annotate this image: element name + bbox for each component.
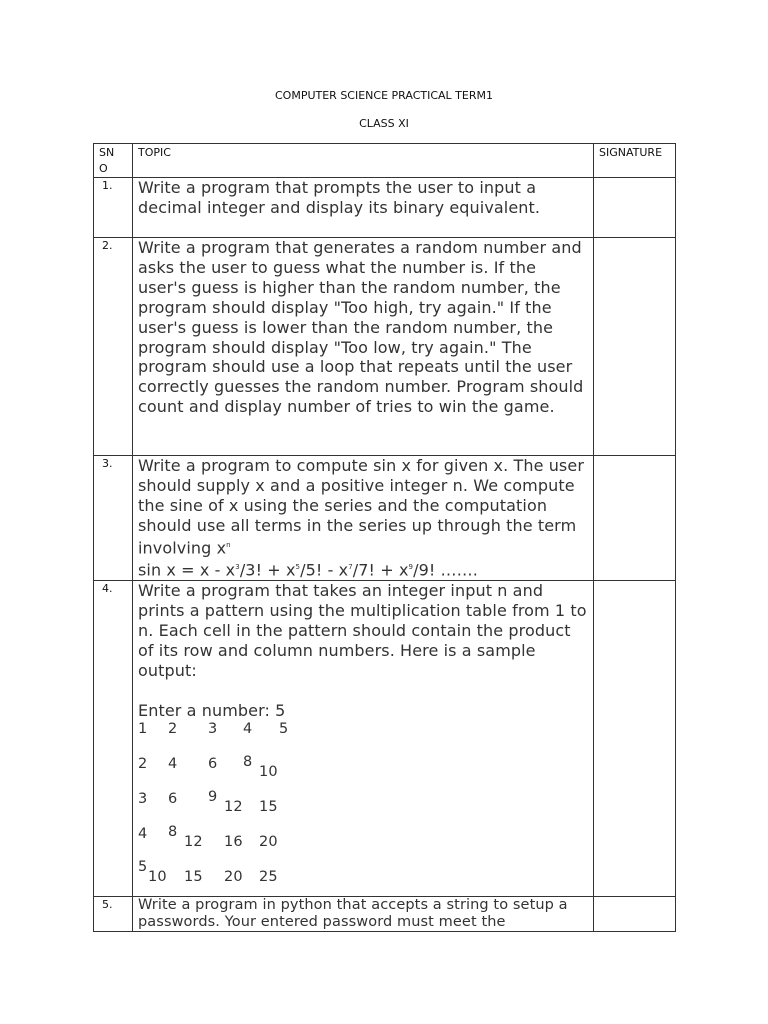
row-topic — [133, 581, 594, 896]
pattern-cell: 8 — [243, 753, 253, 770]
pattern-cell: 15 — [184, 868, 203, 885]
pattern-cell: 8 — [168, 823, 178, 840]
pattern-row — [138, 721, 587, 756]
pattern-row — [138, 858, 587, 896]
table-row — [94, 456, 676, 581]
pattern-cell: 4 — [168, 755, 178, 772]
pattern-cell: 5 — [138, 858, 148, 875]
formula-exponent: 9 — [408, 562, 414, 571]
row-topic — [133, 896, 594, 931]
sample-output-pattern — [138, 721, 587, 896]
pattern-cell: 3 — [208, 720, 218, 737]
signature-cell — [594, 238, 676, 456]
pattern-cell: 20 — [224, 868, 243, 885]
sample-prompt: Enter a number: 5 — [138, 700, 286, 720]
table-row — [94, 581, 676, 896]
formula-part: sin x = x - x — [138, 560, 236, 580]
table-row — [94, 178, 676, 238]
row-topic: Write a program that generates a random number and asks the user to guess what the number is. If the user's guess is higher than the random number, the program should display "Too high, try again." If the user's guess is lower than the random number, the program should display "Too low, try again." The program should use a loop that repeats until the user correctly guesses the random number. Program should count and display number of tries to win the game. — [133, 238, 594, 456]
formula-part: /5! - x — [300, 560, 349, 580]
pattern-cell: 5 — [279, 720, 289, 737]
row-sno: 5. — [94, 896, 133, 931]
row-sno: 3. — [94, 456, 133, 581]
pattern-cell: 2 — [138, 755, 148, 772]
pattern-row — [138, 823, 587, 861]
row-sno: 1. — [94, 178, 133, 238]
sine-series-formula — [138, 558, 587, 580]
pattern-cell: 6 — [168, 790, 178, 807]
pattern-row — [138, 753, 587, 791]
row-topic: Write a program that prompts the user to input a decimal integer and display its binary equivalent. — [133, 178, 594, 238]
header-topic: TOPIC — [133, 144, 594, 178]
header-sno: SNO — [94, 144, 133, 178]
pattern-cell: 4 — [243, 720, 253, 737]
table-header-row — [94, 144, 676, 178]
signature-cell — [594, 178, 676, 238]
table-row — [94, 238, 676, 456]
pattern-cell: 2 — [168, 720, 178, 737]
document-title: COMPUTER SCIENCE PRACTICAL TERM1 — [275, 89, 493, 102]
formula-exponent: 7 — [348, 562, 353, 571]
row-sno: 4. — [94, 581, 133, 896]
row-topic — [133, 456, 594, 581]
header-signature: SIGNATURE — [594, 144, 676, 178]
document-subtitle: CLASS XI — [359, 117, 409, 130]
table-row — [94, 896, 676, 931]
signature-cell — [594, 896, 676, 931]
signature-cell — [594, 456, 676, 581]
pattern-cell: 4 — [138, 825, 148, 842]
pattern-cell: 9 — [208, 788, 218, 805]
pattern-cell: 16 — [224, 833, 243, 850]
row-topic-text: Write a program in python that accepts a string to setup a passwords. Your entered password must meet the — [138, 896, 568, 930]
pattern-cell: 1 — [138, 720, 148, 737]
signature-cell — [594, 581, 676, 896]
pattern-cell: 12 — [224, 798, 243, 815]
pattern-cell: 10 — [259, 763, 278, 780]
row-topic-text: Write a program that takes an integer input n and prints a pattern using the multiplication table from 1 to n. Each cell in the pattern should contain the product of its row and column numbers. Here is a sample output: — [138, 581, 587, 680]
pattern-cell: 25 — [259, 868, 278, 885]
pattern-cell: 20 — [259, 833, 278, 850]
pattern-cell: 12 — [184, 833, 203, 850]
practicals-table — [93, 143, 676, 932]
pattern-cell: 6 — [208, 755, 218, 772]
row-sno: 2. — [94, 238, 133, 456]
formula-exponent: 3 — [235, 562, 240, 571]
topic-superscript: n — [226, 540, 231, 549]
pattern-cell: 15 — [259, 798, 278, 815]
pattern-cell: 3 — [138, 790, 148, 807]
formula-exponent: 5 — [295, 562, 301, 571]
row-topic-text: Write a program to compute sin x for given x. The user should supply x and a positive integer n. We compute the sine of x using the series and the computation should use all terms in the series up through the term involving x — [138, 456, 584, 557]
pattern-row — [138, 788, 587, 826]
formula-part: /7! + x — [352, 560, 409, 580]
formula-part: /3! + x — [239, 560, 296, 580]
pattern-cell: 10 — [148, 868, 167, 885]
formula-part: /9! ……. — [413, 560, 478, 580]
